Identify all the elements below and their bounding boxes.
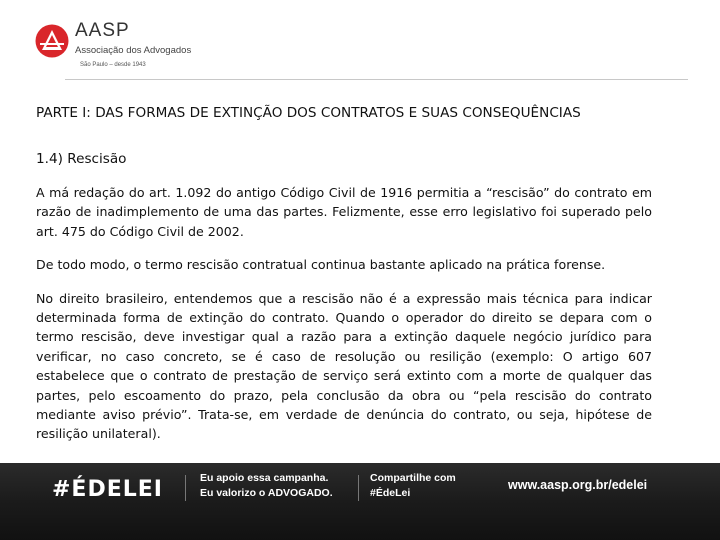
paragraph-2: De todo modo, o termo rescisão contratual continua bastante aplicado na prática forense. [36, 257, 606, 273]
document-body [36, 105, 652, 458]
footer-url-link[interactable]: www.aasp.org.br/edelei [508, 478, 648, 492]
campaign-footer [0, 463, 720, 540]
campaign-line-2: Eu valorizo o ADVOGADO. [200, 487, 333, 499]
header-divider [65, 79, 688, 80]
paragraph-1: A má redação do art. 1.092 do antigo Código Civil de 1916 permitia a “rescisão” do contrato em razão de inadimplemento de uma das partes. Felizmente, esse erro legislativo foi superado pelo art. 475 do Código Civil de 2002. [36, 185, 652, 239]
footer-divider [358, 475, 359, 501]
aasp-logo-icon [35, 24, 69, 58]
footer-campaign-text [200, 471, 333, 501]
logo-since: São Paulo – desde 1943 [80, 62, 146, 68]
header [0, 0, 720, 82]
footer-hashtag: #ÉDELEI [52, 477, 163, 502]
paragraph-3: No direito brasileiro, entendemos que a rescisão não é a expressão mais técnica para indicar determinada forma de extinção do contrato. Quando o operador do direito se depara com o termo rescisão, deve investigar qual a razão para a extinção daquele negócio jurídico para verificar, no caso concreto, se é caso de resolução ou resilição (exemplo: O artigo 607 estabelece que o contrato de prestação de serviço será extinto com a morte de qualquer das partes, pelo escoamento do prazo, pela conclusão da obra ou “pela rescisão do contrato mediante aviso prévio”. Trata-se, em verdade de denúncia do contrato, ou seja, hipótese de resilição unilateral). [36, 290, 652, 442]
part-title: PARTE I: DAS FORMAS DE EXTINÇÃO DOS CONTRATOS E SUAS CONSEQUÊNCIAS [36, 105, 581, 121]
share-line-2: #ÉdeLei [370, 487, 411, 499]
footer-share-text [370, 471, 456, 501]
logo-title: AASP [75, 20, 130, 41]
campaign-line-1: Eu apoio essa campanha. [200, 472, 329, 484]
share-line-1: Compartilhe com [370, 472, 456, 484]
footer-divider [185, 475, 186, 501]
section-title: 1.4) Rescisão [36, 151, 127, 167]
logo-subtitle: Associação dos Advogados [75, 45, 192, 56]
